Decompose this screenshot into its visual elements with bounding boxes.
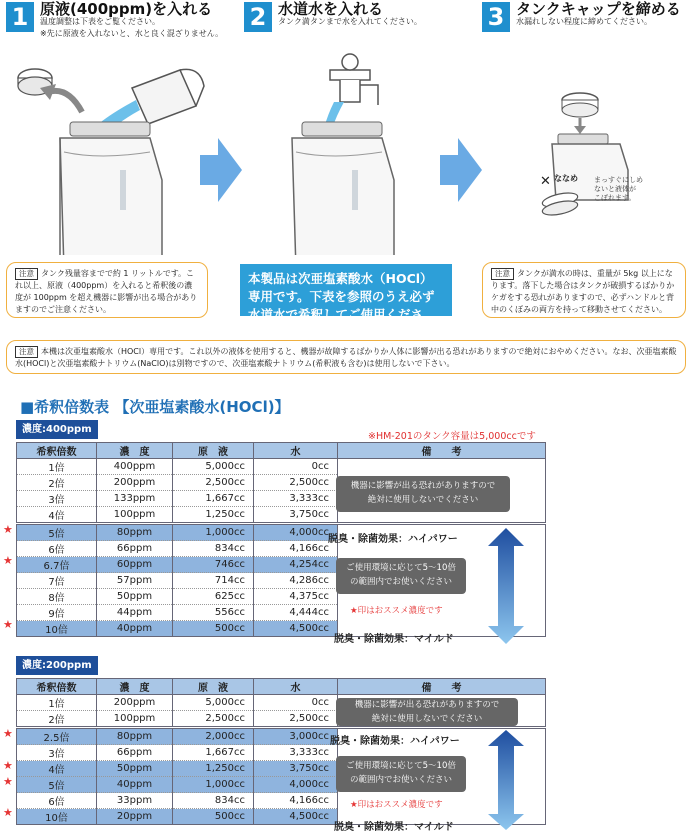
water-cell: 4,444cc [254, 605, 338, 621]
recommended-star-icon: ★ [3, 806, 13, 820]
header-remarks: 備 考 [338, 679, 546, 695]
stock-cell: 556cc [173, 605, 254, 621]
step-3-number: 3 [482, 2, 510, 32]
step-1-note: ※先に原液を入れないと、水と良く混ざりません。 [40, 29, 224, 38]
concentration-cell: 80ppm [97, 524, 173, 541]
water-cell: 4,000cc [254, 524, 338, 541]
recommended-star-icon: ★ [3, 618, 13, 631]
ratio-cell: 2倍 [17, 711, 97, 728]
warning-box [336, 476, 510, 512]
ratio-cell: 4倍 [17, 507, 97, 524]
caution-note-right [482, 262, 686, 318]
tank-capacity-note: ※HM-201のタンク容量は5,000ccです [368, 431, 536, 442]
ratio-cell: 7倍 [17, 573, 97, 589]
strength-arrow-icon [486, 528, 526, 644]
recommended-star-icon: ★ [3, 726, 13, 740]
stock-cell: 5,000cc [173, 459, 254, 475]
usage-line: ご使用環境に応じて5〜10倍 [346, 761, 456, 771]
caution-note-left [6, 262, 208, 318]
concentration-cell: 66ppm [97, 745, 173, 761]
water-cell: 0cc [254, 459, 338, 475]
stock-cell: 1,250cc [173, 507, 254, 524]
warning-line: 絶対に使用しないでください [371, 714, 483, 724]
water-cell: 4,286cc [254, 573, 338, 589]
concentration-cell: 60ppm [97, 557, 173, 573]
warning-line: 機器に影響が出る恐れがありますので [350, 481, 496, 491]
ratio-cell: 6倍 [17, 541, 97, 557]
concentration-cell: 66ppm [97, 541, 173, 557]
recommended-star-icon: ★ [3, 554, 13, 568]
concentration-cell: 100ppm [97, 711, 173, 728]
arrow-right-icon [440, 138, 482, 202]
effect-low-label: 脱臭・除菌効果：マイルド [334, 634, 454, 645]
step-2-title: 水道水を入れる [278, 0, 384, 18]
usage-range-box [336, 756, 466, 792]
effect-high-label: 脱臭・除菌効果：ハイパワー [328, 534, 458, 545]
water-cell: 4,000cc [254, 777, 338, 793]
concentration-cell: 50ppm [97, 761, 173, 777]
caution-badge: 注意 [15, 346, 38, 358]
ratio-cell: 3倍 [17, 491, 97, 507]
header-stock: 原 液 [173, 443, 254, 459]
table-row [17, 459, 546, 475]
stock-cell: 746cc [173, 557, 254, 573]
stock-cell: 1,000cc [173, 524, 254, 541]
table-header [17, 443, 546, 459]
ratio-cell: 1倍 [17, 459, 97, 475]
svg-text:✕: ✕ [540, 174, 551, 189]
faucet-icon [330, 54, 378, 105]
recommended-star-icon: ★ [3, 522, 13, 536]
stock-cell: 834cc [173, 541, 254, 557]
concentration-cell: 200ppm [97, 695, 173, 711]
table-row [17, 524, 546, 541]
ratio-cell: 2.5倍 [17, 728, 97, 745]
stock-cell: 2,500cc [173, 475, 254, 491]
cap-callout-line: ないと液体が [594, 185, 636, 193]
stock-cell: 2,500cc [173, 711, 254, 728]
step-1-number: 1 [6, 2, 34, 32]
step-3-subtitle: 水漏れしない程度に締めてください。 [516, 17, 652, 26]
concentration-cell: 33ppm [97, 793, 173, 809]
tank-1-icon [60, 122, 162, 255]
warning-box [336, 698, 518, 726]
caution-text: 本機は次亜塩素酸水（HOCl）専用です。これ以外の液体を使用すると、機器が故障するばかりか人体に影響が出る恐れがありますので絶対におやめください。なお、次亜塩素酸水(HOCl)と次亜塩素酸ナトリウム(NaClO)は別物ですので、次亜塩素酸ナトリウム(希釈液も含む)は使用しないで下さい。 [15, 347, 677, 368]
concentration-cell: 57ppm [97, 573, 173, 589]
curved-arrow-icon [48, 91, 82, 112]
hocl-only-notice: 本製品は次亜塩素酸水（HOCl）専用です。下表を参照のうえ必ず水道水で希釈してご使用ください。 [240, 264, 452, 316]
strength-arrow-icon [486, 730, 526, 830]
water-cell: 4,375cc [254, 589, 338, 605]
concentration-cell: 200ppm [97, 475, 173, 491]
step-1-subtitle: 温度調整は下表をご覧ください。 [40, 17, 160, 26]
caution-text: タンクが満水の時は、重量が 5kg 以上になります。落下した場合はタンクが破損するばかりかケガをする恐れがありますので、必ずハンドルと背中のくぼみの両方を持って移動させてください。 [491, 269, 675, 314]
concentration-cell: 100ppm [97, 507, 173, 524]
water-cell: 4,166cc [254, 793, 338, 809]
header-concentration: 濃 度 [97, 679, 173, 695]
stock-cell: 2,000cc [173, 728, 254, 745]
ratio-cell: 10倍 [17, 809, 97, 825]
water-cell: 3,000cc [254, 728, 338, 745]
usage-line: の範囲内でお使いください [349, 577, 452, 587]
dilution-table-400 [16, 442, 546, 637]
section-title: ■希釈倍数表 【次亜塩素酸水(HOCl)】 [20, 398, 290, 416]
water-cell: 0cc [254, 695, 338, 711]
concentration-cell: 40ppm [97, 621, 173, 637]
table-row [17, 728, 546, 745]
caution-badge: 注意 [15, 268, 38, 280]
header-concentration: 濃 度 [97, 443, 173, 459]
ratio-cell: 4倍 [17, 761, 97, 777]
usage-line: ご使用環境に応じて5〜10倍 [346, 563, 456, 573]
ratio-cell: 10倍 [17, 621, 97, 637]
ratio-cell: 6.7倍 [17, 557, 97, 573]
step-3-title: タンクキャップを締める [516, 0, 681, 18]
cap-callout-text [594, 176, 643, 203]
cap-top-icon [562, 93, 598, 134]
warning-line: 機器に影響が出る恐れがありますので [354, 700, 500, 710]
water-cell: 4,500cc [254, 809, 338, 825]
ratio-cell: 5倍 [17, 524, 97, 541]
water-cell: 3,750cc [254, 507, 338, 524]
concentration-cell: 400ppm [97, 459, 173, 475]
header-water: 水 [254, 443, 338, 459]
arrow-right-icon [200, 138, 242, 202]
ratio-cell: 3倍 [17, 745, 97, 761]
ratio-cell: 6倍 [17, 793, 97, 809]
concentration-cell: 40ppm [97, 777, 173, 793]
concentration-cell: 133ppm [97, 491, 173, 507]
effect-low-label: 脱臭・除菌効果：マイルド [334, 822, 454, 833]
recommended-star-icon: ★ [3, 758, 13, 772]
stock-cell: 1,667cc [173, 745, 254, 761]
recommended-note: ★印はおススメ濃度です [350, 606, 443, 616]
header-stock: 原 液 [173, 679, 254, 695]
ratio-cell: 8倍 [17, 589, 97, 605]
stock-cell: 834cc [173, 793, 254, 809]
header-ratio: 希釈倍数 [17, 679, 97, 695]
recommended-note: ★印はおススメ濃度です [350, 800, 443, 810]
stock-cell: 714cc [173, 573, 254, 589]
caution-note-wide [6, 340, 686, 374]
ratio-cell: 1倍 [17, 695, 97, 711]
diagonal-label: ななめ [554, 174, 578, 183]
cap-callout-line: まっすぐにしめ [594, 176, 643, 184]
water-cell: 2,500cc [254, 711, 338, 728]
concentration-label-200: 濃度:200ppm [16, 656, 98, 675]
step-2-number: 2 [244, 2, 272, 32]
water-cell: 3,750cc [254, 761, 338, 777]
ratio-cell: 5倍 [17, 777, 97, 793]
water-cell: 2,500cc [254, 475, 338, 491]
step-illustrations [0, 40, 690, 255]
cap-callout-line: こぼれます。 [594, 194, 636, 202]
effect-high-label: 脱臭・除菌効果：ハイパワー [330, 736, 460, 747]
warning-line: 絶対に使用しないでください [367, 495, 479, 505]
stock-cell: 500cc [173, 621, 254, 637]
stock-cell: 1,000cc [173, 777, 254, 793]
recommended-star-icon: ★ [3, 774, 13, 788]
usage-line: の範囲内でお使いください [349, 775, 452, 785]
stock-cell: 5,000cc [173, 695, 254, 711]
concentration-label-400: 濃度:400ppm [16, 420, 98, 439]
water-cell: 4,500cc [254, 621, 338, 637]
table-header [17, 679, 546, 695]
header-water: 水 [254, 679, 338, 695]
usage-range-box [336, 558, 466, 594]
water-cell: 3,333cc [254, 745, 338, 761]
caution-badge: 注意 [491, 268, 514, 280]
stock-cell: 625cc [173, 589, 254, 605]
tank-2-icon [292, 122, 394, 255]
caution-text: タンク残量容までで約 1 リットルです。これ以上、原液（400ppm）を入れると希釈後の濃度が 100ppm を超え機器に影響が出る場合がありますのでご注意ください。 [15, 269, 198, 314]
header-remarks: 備 考 [338, 443, 546, 459]
header-ratio: 希釈倍数 [17, 443, 97, 459]
stock-cell: 1,667cc [173, 491, 254, 507]
ratio-cell: 9倍 [17, 605, 97, 621]
concentration-cell: 20ppm [97, 809, 173, 825]
concentration-cell: 44ppm [97, 605, 173, 621]
water-cell: 4,254cc [254, 557, 338, 573]
water-cell: 3,333cc [254, 491, 338, 507]
step-1-title: 原液(400ppm)を入れる [40, 0, 213, 18]
pitcher-icon [132, 69, 204, 124]
ratio-cell: 2倍 [17, 475, 97, 491]
concentration-cell: 50ppm [97, 589, 173, 605]
step-2-subtitle: タンク満タンまで水を入れてください。 [278, 17, 422, 26]
stock-cell: 500cc [173, 809, 254, 825]
concentration-cell: 80ppm [97, 728, 173, 745]
water-cell: 4,166cc [254, 541, 338, 557]
stock-cell: 1,250cc [173, 761, 254, 777]
